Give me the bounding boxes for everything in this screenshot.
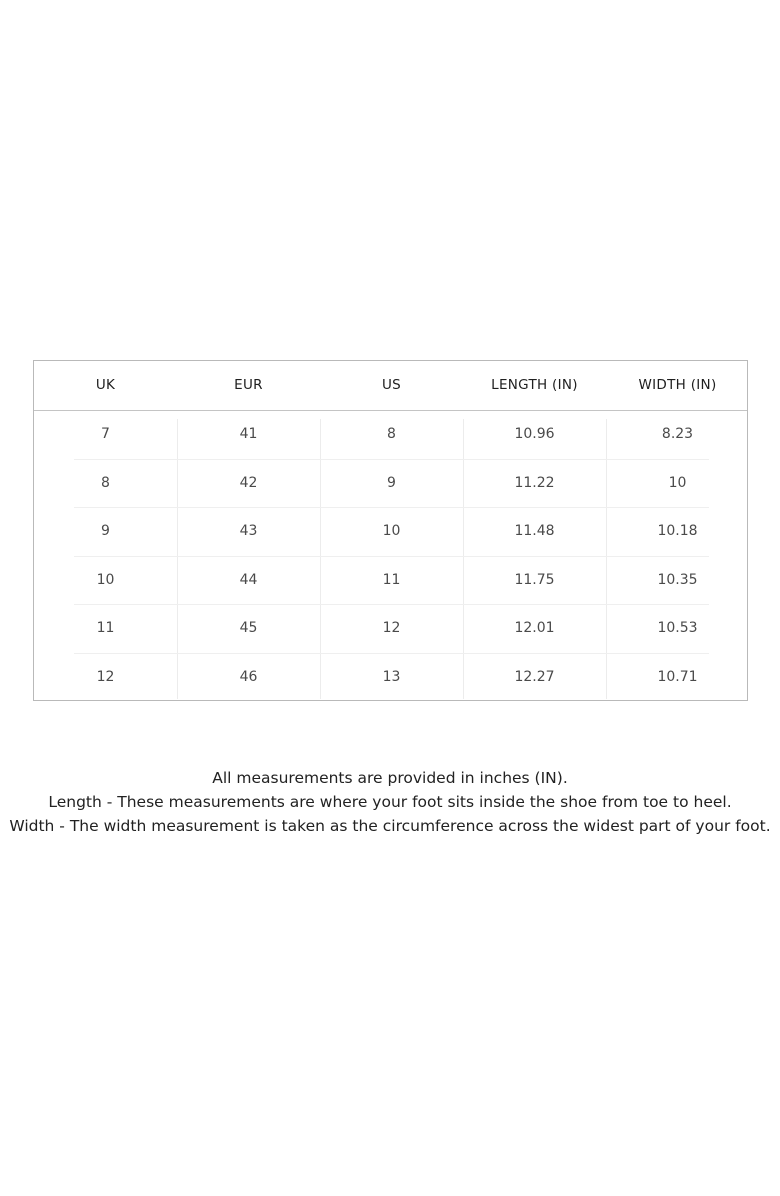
column-divider: [606, 419, 607, 699]
measurement-notes: [0, 766, 780, 838]
cell-length: 12.01: [514, 620, 555, 637]
cell-width: 10.18: [657, 523, 698, 540]
cell-width: 10.71: [657, 669, 698, 685]
header-us: US: [381, 377, 402, 393]
cell-length: 11.75: [514, 571, 555, 588]
cell-length: 10.96: [514, 426, 555, 442]
row-divider: [74, 556, 709, 557]
cell-width: 8.23: [661, 426, 694, 442]
cell-uk: 11: [96, 620, 115, 637]
note-width: Width - The width measurement is taken as the circumference across the widest part of your foot.: [9, 817, 771, 835]
note-length: Length - These measurements are where your foot sits inside the shoe from toe to heel.: [48, 793, 732, 811]
cell-length: 11.48: [514, 523, 555, 540]
table-header-row: [34, 361, 747, 411]
size-chart-table: [33, 360, 748, 701]
column-divider: [320, 419, 321, 699]
note-units: All measurements are provided in inches (IN).: [212, 769, 568, 787]
column-divider: [463, 419, 464, 699]
cell-uk: 7: [101, 426, 110, 442]
cell-width: 10.53: [657, 620, 698, 637]
column-divider: [177, 419, 178, 699]
cell-uk: 8: [101, 474, 110, 491]
row-divider: [74, 604, 709, 605]
cell-eur: 44: [239, 571, 258, 588]
row-divider: [74, 653, 709, 654]
cell-width: 10: [668, 474, 687, 491]
cell-us: 8: [387, 426, 396, 442]
cell-uk: 9: [101, 523, 110, 540]
row-divider: [74, 507, 709, 508]
cell-uk: 10: [96, 571, 115, 588]
cell-length: 12.27: [514, 669, 555, 685]
cell-us: 11: [382, 571, 401, 588]
header-width: WIDTH (IN): [638, 377, 717, 393]
cell-eur: 43: [239, 523, 258, 540]
cell-eur: 41: [239, 426, 258, 442]
cell-length: 11.22: [514, 474, 555, 491]
cell-uk: 12: [96, 669, 115, 685]
cell-eur: 46: [239, 669, 258, 685]
cell-us: 9: [387, 474, 396, 491]
cell-us: 13: [382, 669, 401, 685]
cell-eur: 42: [239, 474, 258, 491]
cell-width: 10.35: [657, 571, 698, 588]
cell-us: 10: [382, 523, 401, 540]
header-eur: EUR: [234, 377, 263, 393]
header-length: LENGTH (IN): [491, 377, 578, 393]
header-uk: UK: [95, 377, 116, 393]
cell-eur: 45: [239, 620, 258, 637]
row-divider: [74, 459, 709, 460]
cell-us: 12: [382, 620, 401, 637]
